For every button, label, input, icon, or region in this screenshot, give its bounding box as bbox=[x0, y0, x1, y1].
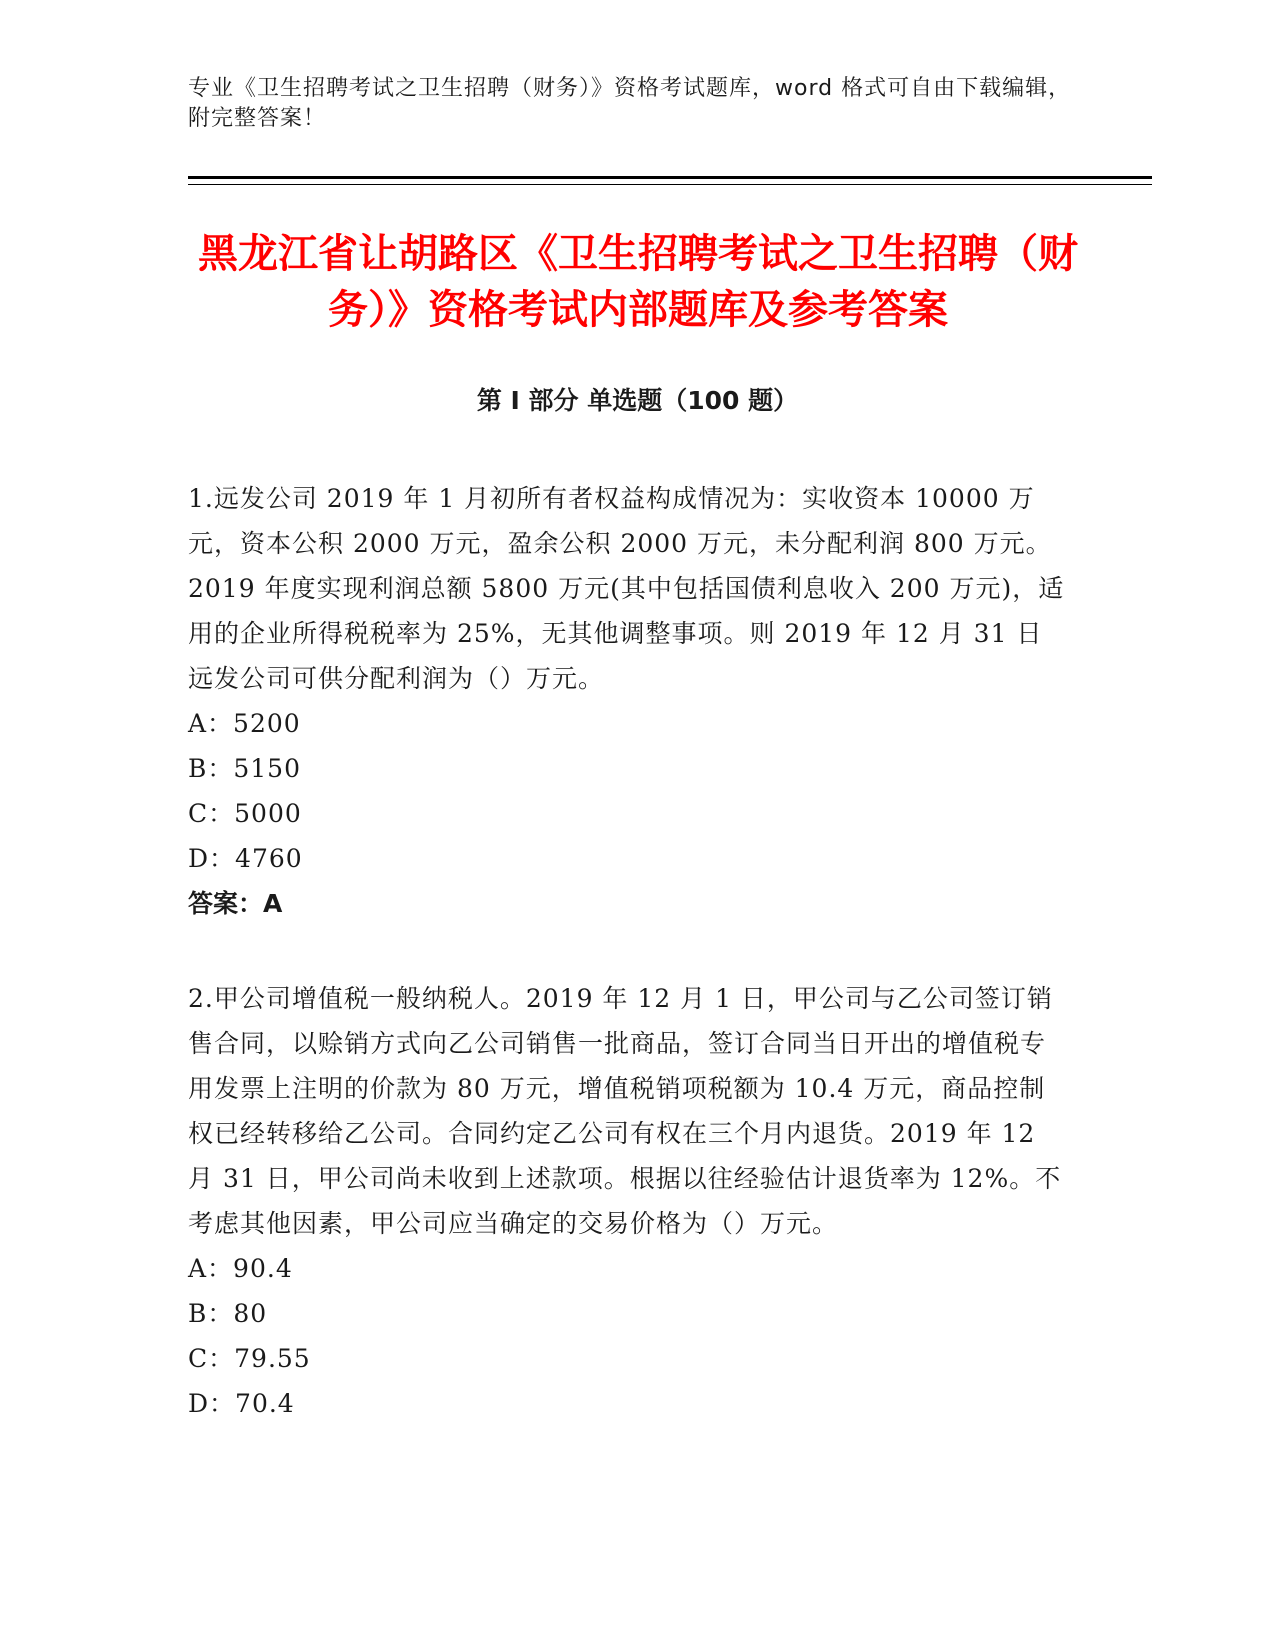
header-note: 专业《卫生招聘考试之卫生招聘（财务）》资格考试题库，word 格式可自由下载编辑，附完整答案！ bbox=[188, 76, 1072, 131]
answer: 答案：A bbox=[188, 889, 283, 918]
section-heading: 第 I 部分 单选题（100 题） bbox=[476, 386, 799, 415]
document-title: 黑龙江省让胡路区《卫生招聘考试之卫生招聘（财务）》资格考试内部题库及参考答案 bbox=[198, 231, 1078, 333]
option-d: D：4760 bbox=[188, 844, 303, 873]
option-d: D：70.4 bbox=[188, 1389, 295, 1418]
option-a: A：5200 bbox=[188, 709, 301, 738]
option-c: C：79.55 bbox=[188, 1344, 311, 1373]
option-c: C：5000 bbox=[188, 799, 302, 828]
header-rule-thick bbox=[188, 176, 1152, 179]
option-a: A：90.4 bbox=[188, 1254, 293, 1283]
header-rule-thin bbox=[188, 184, 1152, 185]
question-1 bbox=[188, 476, 1068, 926]
question-stem: 1.远发公司 2019 年 1 月初所有者权益构成情况为：实收资本 10000 万元，资本公积 2000 万元，盈余公积 2000 万元，未分配利润 800 万元。2019 年度实现利润总额 5800 万元(其中包括国债利息收入 200 万元)，适用的企业所得税税率为 25%，无其他调整事项。则 2019 年 12 月 31 日远发公司可供分配利润为（）万元。 bbox=[188, 484, 1065, 693]
option-b: B：5150 bbox=[188, 754, 301, 783]
question-2 bbox=[188, 976, 1068, 1426]
question-stem: 2.甲公司增值税一般纳税人。2019 年 12 月 1 日，甲公司与乙公司签订销售合同，以赊销方式向乙公司销售一批商品，签订合同当日开出的增值税专用发票上注明的价款为 80 万元，增值税销项税额为 10.4 万元，商品控制权已经转移给乙公司。合同约定乙公司有权在三个月内退货。2019 年 12 月 31 日，甲公司尚未收到上述款项。根据以往经验估计退货率为 12%。不考虑其他因素，甲公司应当确定的交易价格为（）万元。 bbox=[188, 984, 1062, 1238]
option-b: B：80 bbox=[188, 1299, 268, 1328]
